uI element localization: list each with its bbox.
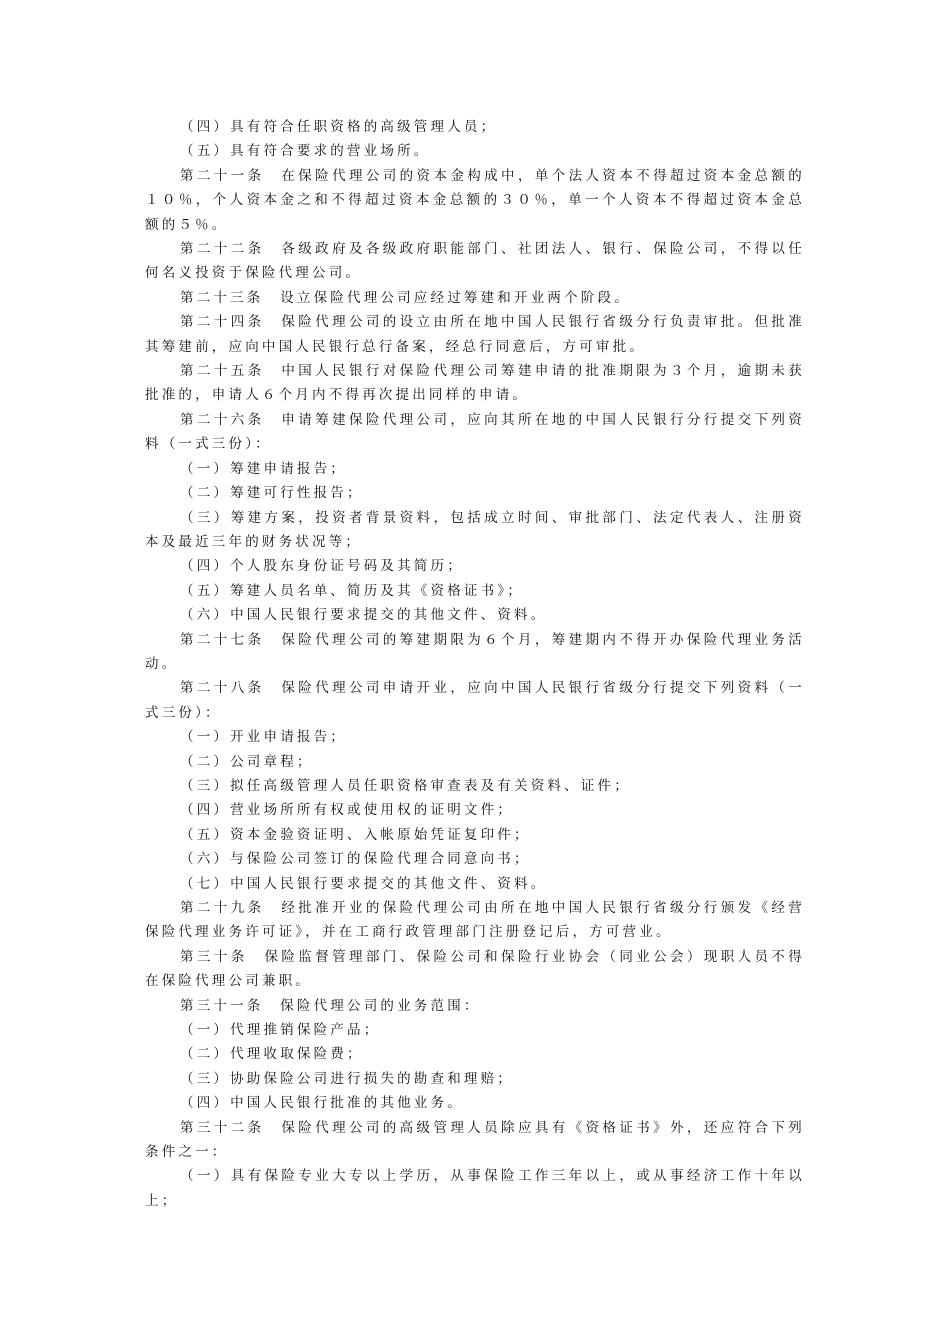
paragraph: （三）协助保险公司进行损失的勘查和理赔； [180,1070,514,1087]
article-26: 第二十六条 申请筹建保险代理公司，应向其所在地的中国人民银行分行提交下列资料（一式三份）： [145,411,805,453]
document-page [145,115,805,1213]
paragraph: （一）开业申请报告； [180,729,347,746]
article-29: 第二十九条 经批准开业的保险代理公司由所在地中国人民银行省级分行颁发《经营保险代理业务许可证》，并在工商行政管理部门注册登记后，方可营业。 [145,900,805,941]
paragraph: （五）筹建人员名单、简历及其《资格证书》； [180,582,524,599]
paragraph: （二）代理收取保险费； [180,1046,364,1063]
paragraph: （一）具有保险专业大专以上学历，从事保险工作三年以上，或从事经济工作十年以上； [145,1168,805,1209]
paragraph: （一）代理推销保险产品； [180,1022,381,1039]
article-25: 第二十五条 中国人民银行对保险代理公司筹建申请的批准期限为３个月，逾期未获批准的，申请人６个月内不得再次提出同样的申请。 [145,363,805,404]
paragraph: （二）筹建可行性报告； [180,485,364,502]
paragraph: （四）具有符合任职资格的高级管理人员； [180,119,498,135]
paragraph: （四）营业场所所有权或使用权的证明文件； [180,802,514,819]
paragraph: （一）筹建申请报告； [180,460,347,477]
article-30: 第三十条 保险监督管理部门、保险公司和保险行业协会（同业公会）现职人员不得在保险代理公司兼职。 [145,948,805,990]
article-32: 第三十二条 保险代理公司的高级管理人员除应具有《资格证书》外，还应符合下列条件之一： [145,1119,805,1161]
paragraph: （六）与保险公司签订的保险代理合同意向书； [180,851,531,868]
paragraph: （二）公司章程； [180,753,314,770]
paragraph: （三）拟任高级管理人员任职资格审查表及有关资料、证件； [180,777,631,794]
paragraph: （四）中国人民银行批准的其他业务。 [180,1095,464,1112]
article-31: 第三十一条 保险代理公司的业务范围： [180,997,481,1014]
article-23: 第二十三条 设立保险代理公司应经过筹建和开业两个阶段。 [180,289,631,306]
paragraph: （五）资本金验资证明、入帐原始凭证复印件； [180,826,531,843]
paragraph: （四）个人股东身份证号码及其简历； [180,558,464,575]
article-21: 第二十一条 在保险代理公司的资本金构成中，单个法人资本不得超过资本金总额的１０％，个人资本金之和不得超过资本金总额的３０％，单一个人资本不得超过资本金总额的５％。 [145,167,805,233]
paragraph: （三）筹建方案，投资者背景资料，包括成立时间、审批部门、法定代表人、注册资本及最近三年的财务状况等； [145,509,805,550]
article-22: 第二十二条 各级政府及各级政府职能部门、社团法人、银行、保险公司，不得以任何名义投资于保险代理公司。 [145,241,805,282]
article-24: 第二十四条 保险代理公司的设立由所在地中国人民银行省级分行负责审批。但批准其筹建前，应向中国人民银行总行备案，经总行同意后，方可审批。 [145,314,805,355]
article-28: 第二十八条 保险代理公司申请开业，应向中国人民银行省级分行提交下列资料（一式三份）： [145,680,805,721]
paragraph: （七）中国人民银行要求提交的其他文件、资料。 [180,875,548,892]
article-27: 第二十七条 保险代理公司的筹建期限为６个月，筹建期内不得开办保险代理业务活动。 [145,631,805,672]
paragraph: （五）具有符合要求的营业场所。 [180,143,431,160]
paragraph: （六）中国人民银行要求提交的其他文件、资料。 [180,607,548,624]
